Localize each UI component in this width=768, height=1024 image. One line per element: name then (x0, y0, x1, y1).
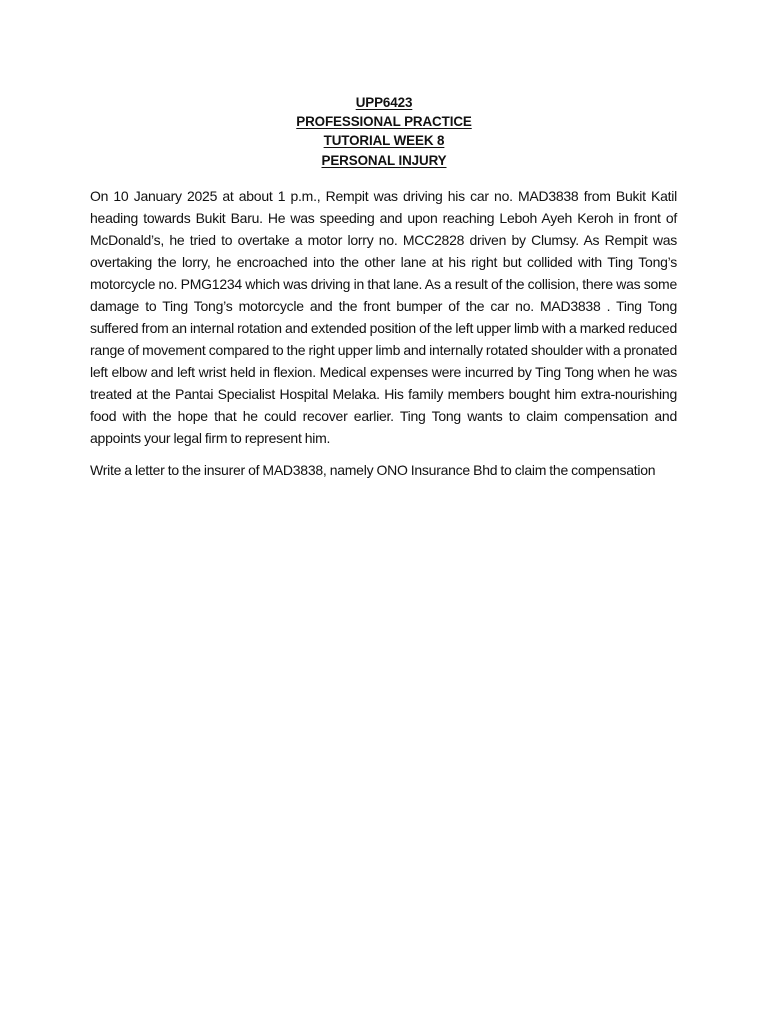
course-name: PROFESSIONAL PRACTICE (296, 114, 472, 130)
topic-title: PERSONAL INJURY (321, 152, 447, 168)
course-code: UPP6423 (355, 95, 413, 110)
scenario-paragraph: On 10 January 2025 at about 1 p.m., Rempit was driving his car no. MAD3838 from Bukit Katil heading towards Bukit Baru. He was speeding and upon reaching Leboh Ayeh Keroh in front of McDonald’s, he tried to overtake a motor lorry no. MCC2828 driven by Clumsy. As Rempit was overtaking the lorry, he encroached into the other lane at his right but collided with Ting Tong’s motorcycle no. PMG1234 which was driving in that lane. As a result of the collision, there was some damage to Ting Tong’s motorcycle and the front bumper of the car no. MAD3838 . Ting Tong suffered from an internal rotation and extended position of the left upper limb with a marked reduced range of movement compared to the right upper limb and internally rotated shoulder with a pronated left elbow and left wrist held in flexion. Medical expenses were incurred by Ting Tong when he was treated at the Pantai Specialist Hospital Melaka. His family members bought him extra-nourishing food with the hope that he could recover earlier. Ting Tong wants to claim compensation and appoints your legal firm to represent him. (90, 188, 677, 446)
tutorial-title: TUTORIAL WEEK 8 (323, 133, 445, 149)
task-paragraph: Write a letter to the insurer of MAD3838, namely ONO Insurance Bhd to claim the compensation (90, 462, 656, 478)
document-heading (0, 93, 768, 170)
document-body (90, 185, 677, 491)
